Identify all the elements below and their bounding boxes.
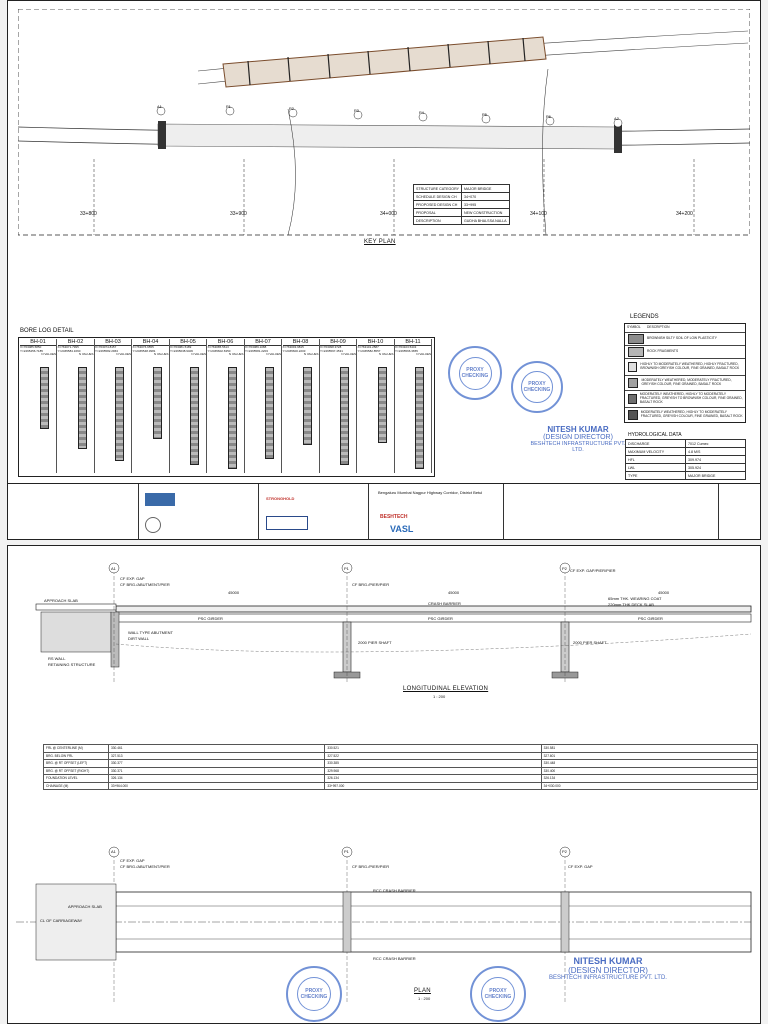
approach-slab-label: APPROACH SLAB (68, 904, 102, 909)
plan-title: PLAN (414, 988, 431, 994)
elevation-title: LONGITUDINAL ELEVATION (403, 686, 489, 692)
borehole-column (320, 339, 357, 473)
borehole-strata-strip (340, 367, 349, 465)
company-stamp: PROXY CHECKING (511, 361, 563, 413)
bore-log-title: BORE LOG DETAIL (20, 328, 74, 334)
borehole-x-coord: X=763081.5189 (170, 345, 192, 349)
borehole-name: BH-02 (58, 339, 94, 346)
borehole-strata-strip (40, 367, 49, 429)
chainage-label: 33+800 (80, 211, 97, 217)
node-label-a1: A1 (111, 566, 116, 571)
borehole-name: BH-04 (133, 339, 169, 346)
borehole-name: BH-05 (170, 339, 206, 346)
borehole-x-coord: X=763071.7995 (57, 345, 79, 349)
crash-barrier-label: CRASH BARRIER (428, 601, 461, 606)
signature-block: NITESH KUMAR (DESIGN DIRECTOR) BESHTECH INFRASTRUCTURE PVT. LTD. (549, 956, 667, 981)
crash-barrier-label: RCC CRASH BARRIER (373, 888, 416, 893)
beshtech-logo: BESHTECH (380, 514, 408, 520)
borehole-name: BH-09 (320, 339, 356, 346)
borehole-x-coord: X=763089.1088 (245, 345, 267, 349)
node-label-a1: A1 (157, 104, 162, 109)
company-stamp: PROXY CHECKING (286, 966, 342, 1022)
legend-symbol (628, 347, 644, 357)
hydrological-data-title: HYDROLOGICAL DATA (628, 432, 682, 438)
girder-label: PSC GIRDER (428, 616, 453, 621)
node-label-p4: P4 (419, 110, 424, 115)
address-text: Bengaluru Mumbai Nagpur Highway Corridor, District Betul (378, 490, 483, 495)
emblem-logo (145, 517, 161, 533)
borehole-y-coord: Y=2465566.3655 (395, 348, 418, 353)
retaining-label: RETAINING STRUCTURE (48, 662, 96, 667)
borehole-name: BH-11 (395, 339, 431, 346)
levels-table: FRL @ CENTERLINE (M) 330.461 330.521 330.581 BRG. BELOW FRL 327.513 327.522 327.601 BRG. @ RT OFFSET (LEFT) 330.377 330.385 330.448 BRG. @ RT OFFSET (RIGHT) 330.371 329.968 330.400 FOUNDATION LEVEL 326.134 326.134 326.134 CHAINAGE (M) 33+964.000 33+997.000 34+030.000 (43, 744, 758, 790)
borehole-x-coord: X=763098.3728 (320, 345, 342, 349)
exp-gap-pier-label: CF EXP. GAP/PIER/PIER (570, 568, 616, 573)
borehole-strata-strip (415, 367, 424, 469)
title-block (8, 483, 760, 540)
node-label-p1: P1 (226, 104, 231, 109)
girder-label: PSC GIRDER (198, 616, 223, 621)
authority-logo (145, 493, 175, 506)
key-plan-drawing (18, 9, 750, 237)
borehole-column (208, 339, 245, 473)
borehole-column (283, 339, 320, 473)
borehole-x-coord: X=763074.8157 (95, 345, 117, 349)
borehole-x-coord: X=763076.6555 (132, 345, 154, 349)
company-stamp: PROXY CHECKING (448, 346, 502, 400)
drawing-sheet-1 (7, 0, 761, 540)
borehole-name: BH-06 (208, 339, 244, 346)
borehole-x-coord: X=763101.2587 (357, 345, 379, 349)
borehole-name: BH-01 (20, 339, 56, 346)
n-values-label: N VALUES (341, 352, 356, 357)
brg-abutment-label: CF BRG./ABUTMENT/PIER (120, 864, 170, 869)
exp-gap-label: CF EXP. GAP (568, 864, 593, 869)
borehole-x-coord: X=763103.5443 (395, 345, 417, 349)
pier-shaft-label: 2000 PIER SHAFT (358, 640, 392, 645)
borehole-strata-strip (190, 367, 199, 465)
legend-symbol (628, 410, 638, 420)
chainage-label: 33+900 (230, 211, 247, 217)
approach-slab-label: APPROACH SLAB (44, 598, 78, 603)
n-values-label: N VALUES (228, 352, 244, 357)
borehole-strata-strip (115, 367, 124, 461)
n-values-label: N VALUES (266, 352, 281, 357)
borehole-y-coord: Y=2465548.3981 (132, 348, 156, 353)
borehole-column (20, 339, 57, 473)
legend-symbol (628, 334, 644, 344)
borehole-strata-strip (378, 367, 387, 443)
n-values-label: N VALUES (416, 352, 431, 357)
dirt-wall-label: DIRT WALL (128, 636, 150, 641)
n-values-label: N VALUES (153, 352, 169, 357)
n-values-label: N VALUES (303, 352, 319, 357)
plan-scale: 1 : 200 (418, 996, 431, 1001)
crash-barrier-label: RCC CRASH BARRIER (373, 956, 416, 961)
borehole-x-coord: X=763085.5613 (207, 345, 229, 349)
signature-block: NITESH KUMAR (DESIGN DIRECTOR) BESHTECH INFRASTRUCTURE PVT. LTD. (530, 425, 626, 453)
borehole-column (170, 339, 207, 473)
borehole-column (395, 339, 432, 473)
legend-symbol (628, 378, 638, 388)
borehole-name: BH-08 (283, 339, 319, 346)
pier-shaft-label: 2000 PIER SHAFT (573, 640, 607, 645)
brg-pier-label: CF BRG./PIER/PIER (352, 582, 390, 587)
node-label-a2: A2 (614, 116, 619, 121)
borehole-column (245, 339, 282, 473)
chainage-label: 34+000 (380, 211, 397, 217)
borehole-strata-strip (303, 367, 312, 445)
exp-gap-label: CF EXP. GAP (120, 576, 145, 581)
node-label-p1: P1 (344, 849, 349, 854)
legends-table: SYMBOL DESCRIPTION BROWNISH SILTY SOIL OF LOW PLASTICITY ROCK FRAGMENTS HIGHLY TO MODERATELY WEATHERED, HIGHLY FRACTURED, BROWNISH GREYISH COLOUR, FINE GRAINED, BASALT ROCK MODERATELY WEATHERED, MODERATELY FRACTURED, GREYISH COLOUR, FINE GRAINED, BASALT ROCK MODERATELY WEATHERED, HIGHLY TO MODERATELY FRACTURED, GREYISH TO BROWNISH COLOUR, FINE GRAINED, BASALT ROCK MODERATELY WEATHERED, HIGHLY TO MODERATELY FRACTURED, GREYISH COLOUR, FINE GRAINED, BASALT ROCK (624, 323, 746, 423)
company-stamp: PROXY CHECKING (470, 966, 526, 1022)
borehole-y-coord: Y=2465602.6350 (207, 348, 231, 353)
girder-label: PSC GIRDER (638, 616, 663, 621)
borehole-y-coord: Y=2465638.9406 (170, 348, 193, 353)
borehole-column (133, 339, 170, 473)
borehole-strata-strip (153, 367, 162, 439)
elevation-scale: 1 : 200 (433, 694, 446, 699)
borehole-y-coord: Y=2465456.7185 (20, 348, 43, 353)
borehole-y-coord: Y=2465582.2963 (95, 348, 118, 353)
brg-pier-label: CF BRG./PIER/PIER (352, 864, 390, 869)
n-values-label: N VALUES (116, 352, 131, 357)
chainage-label: 34+100 (530, 211, 547, 217)
rs-wall-label: RS WALL (48, 656, 66, 661)
node-label-a1: A1 (111, 849, 116, 854)
borehole-y-coord: Y=2465600.2203 (282, 348, 306, 353)
deck-slab-label: 220mm THK DECK SLAB (608, 602, 654, 607)
legend-symbol (628, 362, 637, 372)
node-label-p2: P2 (562, 849, 567, 854)
borehole-strata-strip (78, 367, 87, 449)
borehole-x-coord: X=763085.5850 (20, 345, 42, 349)
borehole-strata-strip (265, 367, 274, 459)
borehole-y-coord: Y=2465582.8557 (357, 348, 381, 353)
brg-abutment-label: CF BRG./ABUTMENT/PIER (120, 582, 170, 587)
node-label-p6: P6 (546, 114, 551, 119)
borehole-y-coord: Y=2465581.2203 (245, 348, 268, 353)
span-dimension: 45000 (448, 590, 460, 595)
borehole-name: BH-10 (358, 339, 394, 346)
consultant-logo (266, 516, 308, 530)
span-dimension: 45000 (228, 590, 240, 595)
borehole-strata-strip (228, 367, 237, 469)
n-values-label: N VALUES (41, 352, 56, 357)
legend-symbol (628, 394, 637, 404)
n-values-label: N VALUES (378, 352, 394, 357)
node-label-p2: P2 (562, 566, 567, 571)
borehole-column (358, 339, 395, 473)
stronghold-logo: STRONGHOLD (266, 496, 295, 501)
borehole-name: BH-07 (245, 339, 281, 346)
borehole-column (58, 339, 95, 473)
borehole-y-coord: Y=2465584.1660 (57, 348, 81, 353)
carriageway-label: CL OF CARRIAGEWAY (40, 918, 83, 923)
borehole-y-coord: Y=2465597.4531 (320, 348, 343, 353)
chainage-label: 34+200 (676, 211, 693, 217)
node-label-p1: P1 (344, 566, 349, 571)
borehole-name: BH-03 (95, 339, 131, 346)
borehole-x-coord: X=763093.9815 (282, 345, 304, 349)
drawing-sheet-2 (7, 545, 761, 1024)
abutment-type-label: WALL TYPE ABUTMENT (128, 630, 173, 635)
borehole-column (95, 339, 132, 473)
span-dimension: 45000 (658, 590, 670, 595)
node-label-p5: P5 (482, 112, 487, 117)
node-label-p3: P3 (354, 108, 359, 113)
vasl-logo: VASL (390, 524, 414, 534)
hydrological-data-table: DISCHARGE 7012 Cumec MAXIMUM VELOCITY 4.8 M/S HFL 309.974 LWL 305.924 TYPE MAJOR BRIDGE (625, 439, 746, 480)
exp-gap-label: CF EXP. GAP (120, 858, 145, 863)
n-values-label: N VALUES (191, 352, 206, 357)
n-values-label: N VALUES (78, 352, 94, 357)
structure-info-table: STRUCTURE CATEGORY MAJOR BRIDGE SCHEDULE DESIGN CH 34+070 PROPOSED DESIGN CH 33+995 PROPOSAL NEW CONSTRUCTION DESCRIPTION GUDHA BHALSSA NALLA (413, 184, 510, 225)
node-label-p2: P2 (289, 106, 294, 111)
key-plan-title: KEY PLAN (364, 239, 396, 245)
wearing-coat-label: 65mm THK. WEARING COAT (608, 596, 662, 601)
legends-title: LEGENDS (630, 314, 659, 320)
